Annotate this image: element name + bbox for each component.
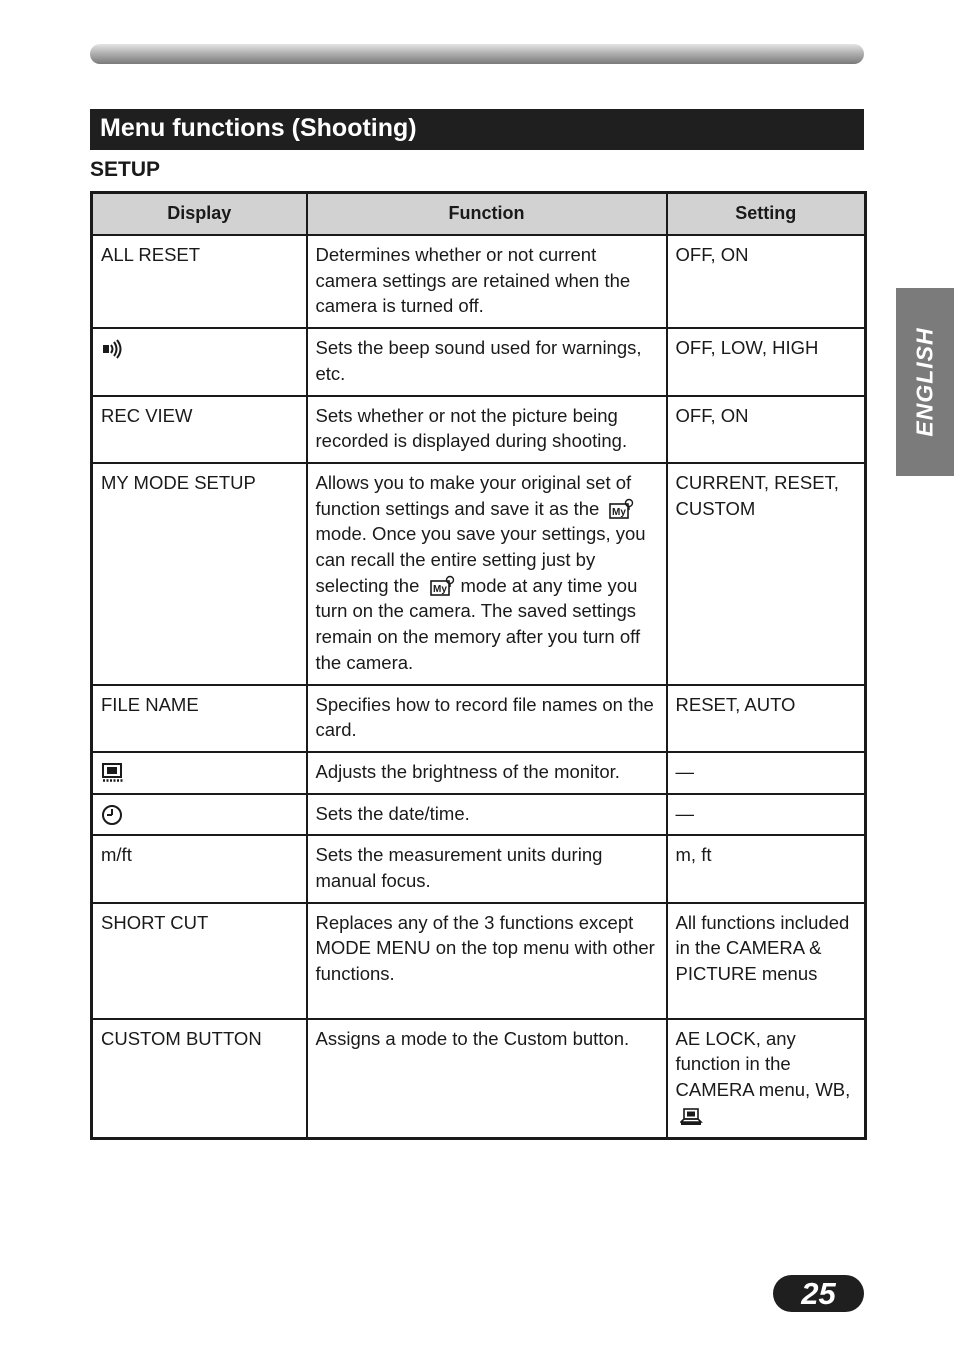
beep-sound-icon xyxy=(101,339,125,359)
row-function xyxy=(307,463,667,685)
row-function: Assigns a mode to the Custom button. xyxy=(307,1019,667,1138)
row-display: SHORT CUT xyxy=(92,903,307,1019)
header-function: Function xyxy=(307,193,667,236)
function-text-part: mode at any time you turn on the camera. The saved settings remain on the memory after you turn off the camera. xyxy=(315,574,641,673)
row-setting: m, ft xyxy=(667,835,866,902)
row-setting: OFF, LOW, HIGH xyxy=(667,328,866,395)
row-function: Replaces any of the 3 functions except MODE MENU on the top menu with other functions. xyxy=(307,903,667,1019)
setup-table xyxy=(90,191,867,1140)
page-title: Menu functions (Shooting) xyxy=(90,109,864,150)
table-row xyxy=(92,396,866,463)
section-heading: SETUP xyxy=(90,158,161,181)
row-setting: — xyxy=(667,752,866,794)
row-function: Sets the beep sound used for warnings, etc. xyxy=(307,328,667,395)
page-number: 25 xyxy=(773,1275,864,1312)
row-display: MY MODE SETUP xyxy=(92,463,307,685)
monitor-brightness-icon xyxy=(101,763,125,783)
setting-text: AE LOCK, any function in the CAMERA menu, WB, xyxy=(675,1027,851,1101)
table-row xyxy=(92,1019,866,1138)
language-tab-label: ENGLISH xyxy=(911,327,938,437)
row-display: ALL RESET xyxy=(92,235,307,328)
row-display: FILE NAME xyxy=(92,685,307,752)
row-setting xyxy=(667,1019,866,1138)
row-display: m/ft xyxy=(92,835,307,902)
table-row xyxy=(92,752,866,794)
svg-text:My: My xyxy=(612,506,627,518)
print-order-icon xyxy=(680,1107,704,1127)
row-function: Sets whether or not the picture being recorded is displayed during shooting. xyxy=(307,396,667,463)
top-decorative-bar xyxy=(90,44,864,64)
row-function: Sets the date/time. xyxy=(307,794,667,836)
table-row xyxy=(92,685,866,752)
row-function: Sets the measurement units during manual focus. xyxy=(307,835,667,902)
table-row xyxy=(92,903,866,1019)
clock-icon xyxy=(101,804,125,826)
my-mode-icon xyxy=(430,575,456,597)
table-row xyxy=(92,463,866,685)
row-setting: OFF, ON xyxy=(667,235,866,328)
row-display: CUSTOM BUTTON xyxy=(92,1019,307,1138)
row-display xyxy=(92,794,307,836)
table-row xyxy=(92,235,866,328)
row-setting: RESET, AUTO xyxy=(667,685,866,752)
row-function: Adjusts the brightness of the monitor. xyxy=(307,752,667,794)
my-mode-icon xyxy=(609,498,635,520)
row-setting: All functions included in the CAMERA & PICTURE menus xyxy=(667,903,866,1019)
table-header-row xyxy=(92,193,866,236)
row-function: Determines whether or not current camera settings are retained when the camera is turned off. xyxy=(307,235,667,328)
row-display xyxy=(92,328,307,395)
row-display: REC VIEW xyxy=(92,396,307,463)
row-setting: CURRENT, RESET, CUSTOM xyxy=(667,463,866,685)
header-setting: Setting xyxy=(667,193,866,236)
function-text-part: mode. Once you save your settings, you can recall the entire setting just by selecting the xyxy=(315,523,646,596)
row-setting: OFF, ON xyxy=(667,396,866,463)
header-display: Display xyxy=(92,193,307,236)
table-row xyxy=(92,835,866,902)
svg-text:My: My xyxy=(432,583,447,595)
row-setting: — xyxy=(667,794,866,836)
row-display xyxy=(92,752,307,794)
table-row xyxy=(92,794,866,836)
language-tab xyxy=(896,288,954,476)
function-text-part: Allows you to make your original set of function settings and save it as the xyxy=(315,471,632,519)
row-function: Specifies how to record file names on the card. xyxy=(307,685,667,752)
table-row xyxy=(92,328,866,395)
